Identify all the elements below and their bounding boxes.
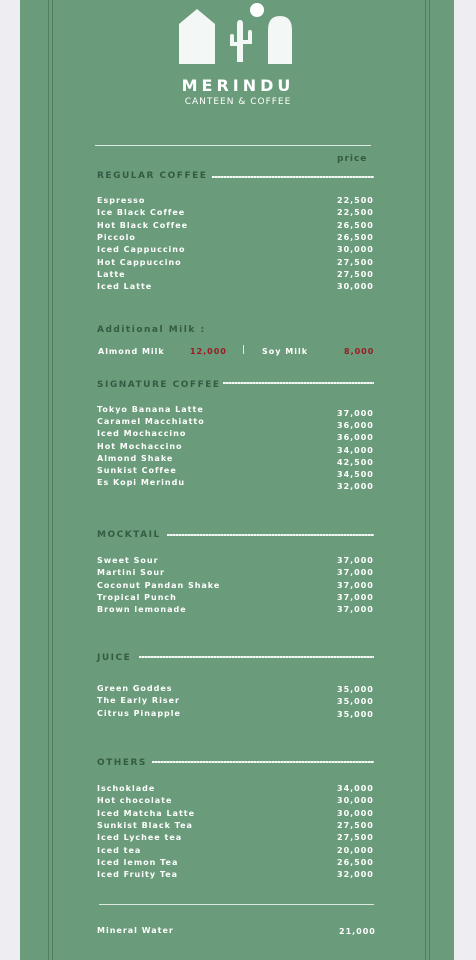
merindu-logo-icon [0, 0, 476, 75]
menu-item-price: 37,000 [337, 409, 374, 418]
menu-item-price: 36,000 [337, 421, 374, 431]
brand-tagline: CANTEEN & COFFEE [184, 97, 292, 107]
divider-bottom [99, 904, 374, 905]
menu-item-name: Piccolo [97, 232, 136, 242]
menu-item-name: Caramel Macchiatto [97, 417, 205, 427]
menu-item-name: Iced Cappuccino [97, 245, 186, 255]
menu-item-price: 27,500 [337, 833, 374, 843]
menu-item-price: 36,000 [337, 433, 374, 443]
menu-item-name: Latte [97, 269, 126, 279]
menu-item-price: 37,000 [337, 592, 374, 602]
menu-item-price: 37,000 [337, 580, 374, 590]
menu-item-name: Green Goddes [97, 684, 173, 693]
menu-item-name: Martini Sour [97, 568, 165, 578]
menu-item-price: 37,000 [337, 568, 374, 578]
menu-item-name: Sunkist Black Tea [97, 820, 193, 830]
menu-item-price: 37,000 [337, 556, 374, 565]
menu-item-price: 26,500 [337, 220, 374, 230]
menu-item-name: Iced tea [97, 845, 142, 855]
mineral-water-name: Mineral Water [97, 926, 174, 935]
menu-item-name: Sunkist Coffee [97, 466, 177, 475]
menu-item-name: Iced Latte [97, 282, 153, 292]
menu-item-price: 35,000 [337, 685, 374, 694]
section-title-mocktail: MOCKTAIL [97, 530, 161, 540]
menu-item-price: 42,500 [337, 457, 374, 467]
border-line-right [429, 0, 430, 960]
border-line-left [48, 0, 49, 960]
menu-item-price: 22,500 [337, 208, 374, 218]
menu-item-name: Iced Matcha Latte [97, 808, 196, 818]
menu-item-price: 27,500 [337, 257, 374, 267]
almond-milk-price: 12,000 [190, 347, 227, 356]
menu-item-price: 30,000 [337, 245, 374, 255]
menu-item-price: 30,000 [337, 282, 374, 292]
mineral-water-price: 21,000 [339, 927, 376, 936]
menu-item-name: Hot Black Coffee [97, 220, 189, 230]
soy-milk-price: 8,000 [344, 347, 375, 356]
menu-item-price: 32,000 [337, 870, 374, 880]
menu-item-name: Es Kopi Merindu [97, 478, 186, 488]
menu-item-price: 34,500 [337, 470, 374, 479]
almond-milk-label: Almond Milk [98, 347, 165, 356]
menu-item-price: 30,000 [337, 796, 374, 806]
menu-item-price: 26,500 [337, 232, 374, 242]
menu-item-name: Iced Mochaccino [97, 429, 187, 439]
menu-item-name: Hot Cappuccino [97, 257, 182, 267]
section-title-juice: JUICE [97, 653, 132, 663]
menu-item-name: Ice Black Coffee [97, 208, 186, 218]
price-column-header: price [337, 154, 368, 164]
menu-item-name: The Early Riser [97, 696, 180, 706]
menu-item-price: 34,000 [337, 784, 374, 793]
menu-item-name: Hot Mochaccino [97, 441, 183, 451]
menu-item-price: 26,500 [337, 857, 374, 867]
menu-item-name: Iced Lychee tea [97, 833, 183, 843]
section-title-signature-coffee: SIGNATURE COFFEE [97, 380, 221, 390]
menu-item-price: 35,000 [337, 709, 374, 719]
menu-item-name: Tropical Punch [97, 592, 177, 602]
section-underline [152, 761, 374, 763]
menu-item-name: Iced Fruity Tea [97, 870, 179, 880]
menu-item-name: Espresso [97, 196, 146, 205]
section-title-regular-coffee: REGULAR COFFEE [97, 171, 208, 181]
section-underline [167, 534, 374, 536]
menu-item-name: Brown lemonade [97, 605, 187, 615]
additional-milk-title: Additional Milk : [97, 325, 206, 335]
menu-item-name: Hot chocolate [97, 796, 173, 806]
divider-top [95, 145, 371, 146]
section-title-others: OTHERS [97, 758, 147, 768]
menu-item-name: Iced lemon Tea [97, 857, 179, 867]
border-line-right-inner [425, 0, 426, 960]
menu-item-price: 35,000 [337, 697, 374, 707]
menu-item-price: 37,000 [337, 605, 374, 615]
menu-item-name: Ischoklade [97, 784, 156, 793]
menu-item-name: Coconut Pandan Shake [97, 580, 221, 590]
menu-item-name: Tokyo Banana Latte [97, 405, 204, 414]
menu-item-name: Almond Shake [97, 453, 174, 463]
milk-separator: | [242, 345, 246, 355]
menu-item-price: 32,000 [337, 482, 374, 492]
brand-name: MERINDU [181, 76, 295, 95]
section-underline [139, 656, 374, 658]
menu-item-price: 30,000 [337, 808, 374, 818]
border-line-left-inner [52, 0, 53, 960]
menu-item-name: Citrus Pinapple [97, 708, 181, 718]
menu-item-name: Sweet Sour [97, 556, 159, 565]
menu-item-price: 20,000 [337, 845, 374, 855]
menu-item-price: 34,000 [337, 445, 374, 455]
soy-milk-label: Soy Milk [262, 347, 309, 356]
section-underline [223, 382, 374, 384]
section-underline [212, 176, 374, 178]
menu-item-price: 22,500 [337, 196, 374, 205]
menu-item-price: 27,500 [337, 269, 374, 279]
menu-item-price: 27,500 [337, 820, 374, 830]
menu-page [20, 0, 454, 960]
